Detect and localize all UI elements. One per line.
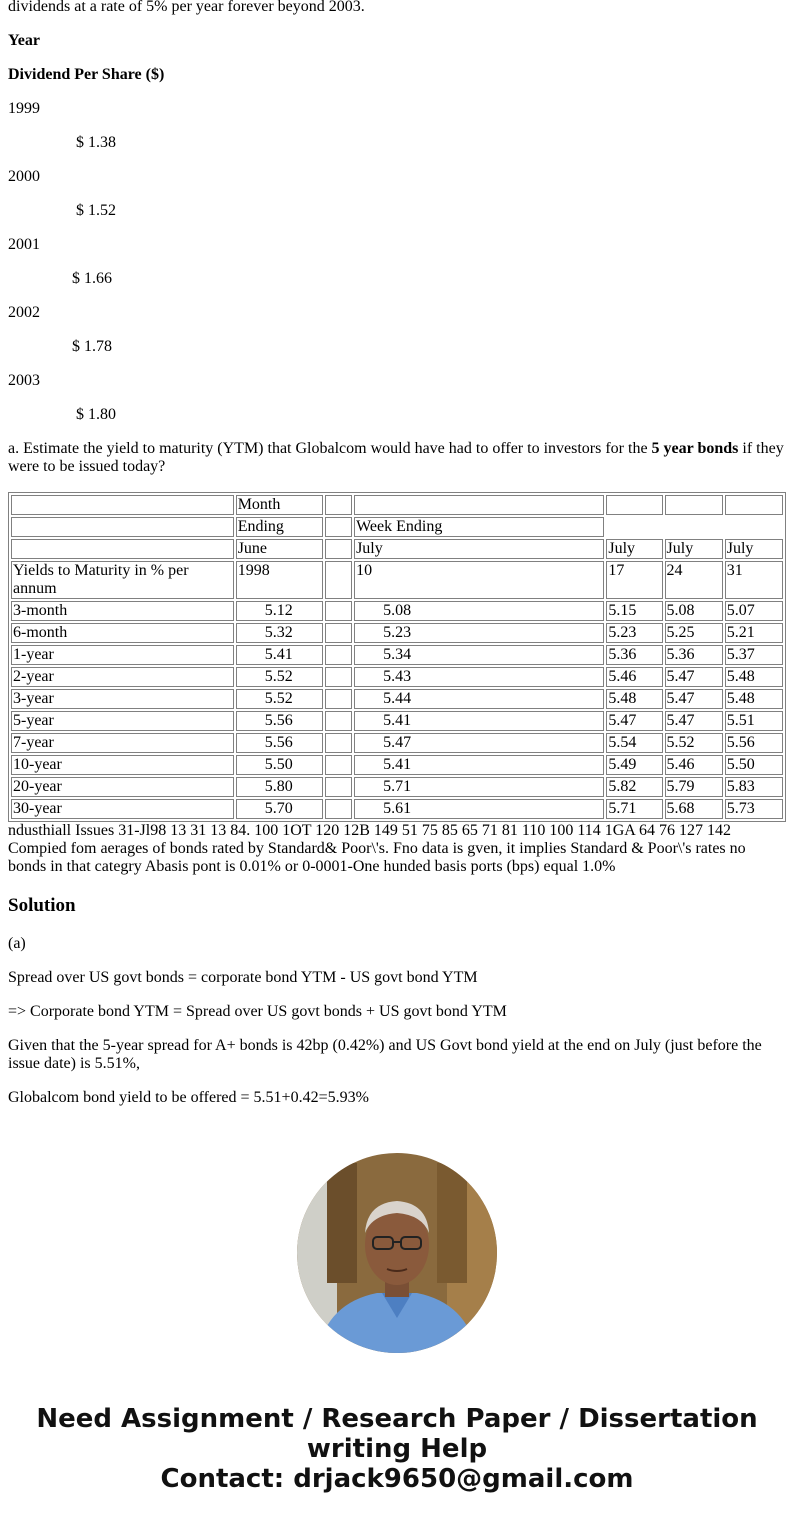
table-cell-jul10: 5.34 xyxy=(354,645,604,665)
table-cell-empty xyxy=(325,601,353,621)
table-row xyxy=(11,755,783,775)
table-cell-jul31: 5.48 xyxy=(725,667,783,687)
year-header: Year xyxy=(8,32,40,49)
table-row: Yields to Maturity in % per annum 1998 10 17 24 31 xyxy=(11,561,783,599)
avatar xyxy=(297,1153,497,1353)
table-cell-jul24: 5.08 xyxy=(665,601,723,621)
table-cell-jul31: 5.56 xyxy=(725,733,783,753)
banner-contact: Contact: drjack9650@gmail.com xyxy=(160,1464,634,1494)
table-cell-maturity: 7-year xyxy=(11,733,234,753)
table-cell-jul17: 5.82 xyxy=(606,777,662,797)
table-cell-jul24: 5.25 xyxy=(665,623,723,643)
table-cell-jul31: 5.37 xyxy=(725,645,783,665)
table-cell-jul31: 5.83 xyxy=(725,777,783,797)
table-cell-jul31: 5.48 xyxy=(725,689,783,709)
table-cell-jun: 5.56 xyxy=(236,711,323,731)
dividend-year: 2000 xyxy=(8,168,40,185)
table-cell-maturity: 3-year xyxy=(11,689,234,709)
table-cell-jul10: 5.61 xyxy=(354,799,604,819)
table-cell-jun: 5.80 xyxy=(236,777,323,797)
table-cell-jul10: 5.08 xyxy=(354,601,604,621)
table-cell-jul24: 5.52 xyxy=(665,733,723,753)
table-cell-jun: 5.41 xyxy=(236,645,323,665)
table-cell-empty xyxy=(325,711,353,731)
ytm-table xyxy=(8,492,786,822)
table-cell-jul24: 5.47 xyxy=(665,667,723,687)
solution-line: Spread over US govt bonds = corporate bond YTM - US govt bond YTM xyxy=(8,969,478,986)
table-cell-jul10: 5.47 xyxy=(354,733,604,753)
table-cell-jul31: 5.51 xyxy=(725,711,783,731)
solution-line: => Corporate bond YTM = Spread over US govt bonds + US govt bond YTM xyxy=(8,1003,507,1020)
table-cell-jul17: 5.46 xyxy=(606,667,662,687)
table-footnote: ndusthiall Issues 31-Jl98 13 31 13 84. 100 1OT 120 12B 149 51 75 85 65 71 81 110 100 114 1GA 64 76 127 142 Compied fom aerages of bonds rated by Standard& Poor\'s. Fno data is gven, it implies Standard & Poor\'s rates no bonds in that categry Abasis pont is 0.01% or 0-0001-One hunded basis ports (bps) equal 1.0% xyxy=(8,822,746,875)
table-row: Month xyxy=(11,495,783,515)
table-cell-jul17: 5.48 xyxy=(606,689,662,709)
table-cell-maturity: 20-year xyxy=(11,777,234,797)
table-cell-jun: 5.56 xyxy=(236,733,323,753)
solution-line: Given that the 5-year spread for A+ bonds is 42bp (0.42%) and US Govt bond yield at the end on July (just before the issue date) is 5.51%, xyxy=(8,1037,762,1072)
table-row xyxy=(11,777,783,797)
table-cell-jul31: 5.21 xyxy=(725,623,783,643)
table-cell-jul17: 5.54 xyxy=(606,733,662,753)
table-cell-jul31: 5.73 xyxy=(725,799,783,819)
question-text: a. Estimate the yield to maturity (YTM) that Globalcom would have had to offer to investors for the 5 year bonds if they were to be issued today? xyxy=(8,440,784,475)
table-cell-empty xyxy=(325,667,353,687)
dividend-year: 2002 xyxy=(8,304,40,321)
table-cell-empty xyxy=(325,645,353,665)
table-cell-empty xyxy=(325,623,353,643)
table-cell-jul10: 5.44 xyxy=(354,689,604,709)
table-cell-jul10: 5.23 xyxy=(354,623,604,643)
table-cell-jul10: 5.41 xyxy=(354,755,604,775)
table-row xyxy=(11,711,783,731)
table-cell-jul24: 5.46 xyxy=(665,755,723,775)
solution-heading: Solution xyxy=(8,895,76,916)
table-cell-maturity: 30-year xyxy=(11,799,234,819)
table-cell-empty xyxy=(325,733,353,753)
table-row: June July July July July xyxy=(11,539,783,559)
table-cell-jul24: 5.79 xyxy=(665,777,723,797)
table-cell-maturity: 3-month xyxy=(11,601,234,621)
dividend-amount: $ 1.66 xyxy=(72,270,112,287)
dividend-amount: $ 1.52 xyxy=(76,202,116,219)
table-cell-jun: 5.50 xyxy=(236,755,323,775)
table-cell-jul17: 5.15 xyxy=(606,601,662,621)
table-cell-jul17: 5.23 xyxy=(606,623,662,643)
dps-header: Dividend Per Share ($) xyxy=(8,66,165,83)
table-cell-jul31: 5.07 xyxy=(725,601,783,621)
table-cell-maturity: 2-year xyxy=(11,667,234,687)
table-cell-jul17: 5.47 xyxy=(606,711,662,731)
table-cell-maturity: 6-month xyxy=(11,623,234,643)
table-row xyxy=(11,799,783,819)
table-cell-jun: 5.32 xyxy=(236,623,323,643)
intro-text: dividends at a rate of 5% per year forever beyond 2003. xyxy=(8,0,365,15)
banner-line: Need Assignment / Research Paper / Dissertation xyxy=(36,1404,758,1434)
solution-line: Globalcom bond yield to be offered = 5.51+0.42=5.93% xyxy=(8,1089,369,1106)
table-cell-jun: 5.52 xyxy=(236,689,323,709)
table-row xyxy=(11,601,783,621)
table-cell-jun: 5.12 xyxy=(236,601,323,621)
table-row xyxy=(11,667,783,687)
table-cell-jul24: 5.68 xyxy=(665,799,723,819)
dividend-year: 2003 xyxy=(8,372,40,389)
table-cell-jul24: 5.47 xyxy=(665,689,723,709)
table-cell-jul10: 5.43 xyxy=(354,667,604,687)
table-cell-jul31: 5.50 xyxy=(725,755,783,775)
table-row: Ending Week Ending xyxy=(11,517,783,537)
dividend-amount: $ 1.38 xyxy=(76,134,116,151)
dividend-amount: $ 1.80 xyxy=(76,406,116,423)
table-cell-empty xyxy=(325,777,353,797)
table-cell-jul24: 5.36 xyxy=(665,645,723,665)
table-row xyxy=(11,623,783,643)
table-row xyxy=(11,689,783,709)
solution-part: (a) xyxy=(8,935,26,952)
table-row xyxy=(11,733,783,753)
table-cell-jul17: 5.49 xyxy=(606,755,662,775)
table-cell-empty xyxy=(325,689,353,709)
table-row xyxy=(11,645,783,665)
table-cell-maturity: 10-year xyxy=(11,755,234,775)
table-cell-jun: 5.52 xyxy=(236,667,323,687)
table-cell-maturity: 5-year xyxy=(11,711,234,731)
table-cell-maturity: 1-year xyxy=(11,645,234,665)
promo-banner xyxy=(0,1404,794,1494)
table-cell-jul17: 5.36 xyxy=(606,645,662,665)
banner-line: writing Help xyxy=(306,1434,488,1464)
table-cell-empty xyxy=(325,755,353,775)
table-cell-jun: 5.70 xyxy=(236,799,323,819)
tutor-portrait-icon xyxy=(297,1153,497,1353)
table-cell-empty xyxy=(325,799,353,819)
dividend-year: 1999 xyxy=(8,100,40,117)
table-cell-jul17: 5.71 xyxy=(606,799,662,819)
dividend-amount: $ 1.78 xyxy=(72,338,112,355)
question-bold: 5 year bonds xyxy=(651,440,739,457)
table-cell-jul10: 5.71 xyxy=(354,777,604,797)
dividend-year: 2001 xyxy=(8,236,40,253)
table-cell-jul10: 5.41 xyxy=(354,711,604,731)
table-cell-jul24: 5.47 xyxy=(665,711,723,731)
